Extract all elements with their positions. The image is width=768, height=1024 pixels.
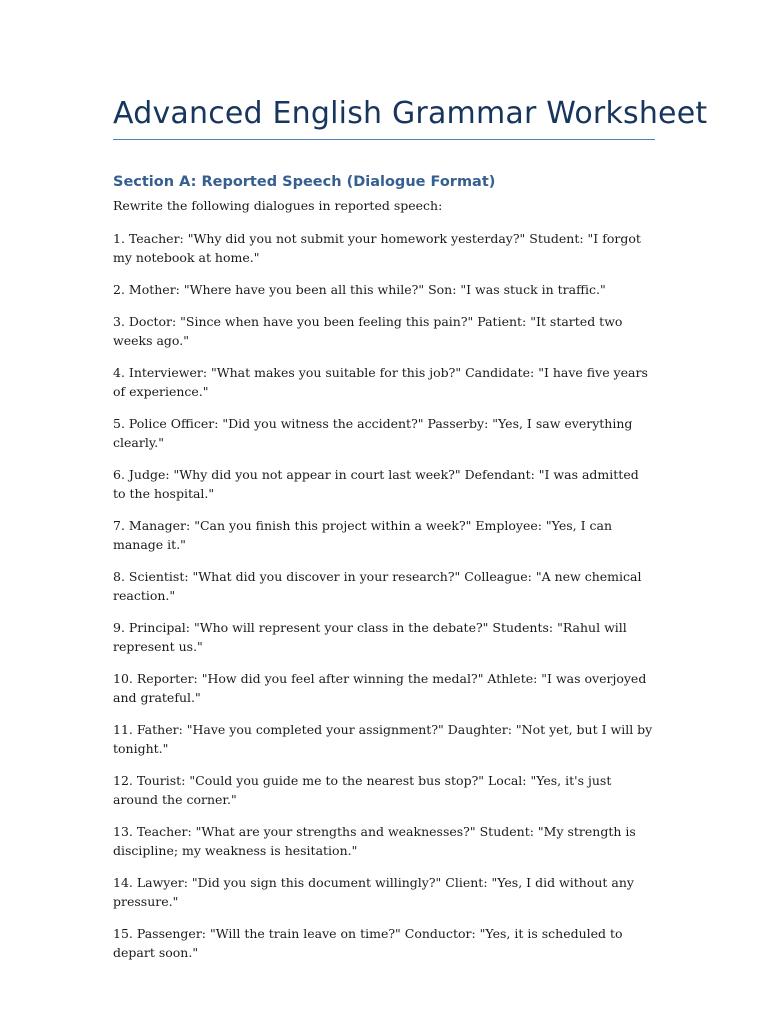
dialogue-item-14: 14. Lawyer: "Did you sign this document willingly?" Client: "Yes, I did without any pressure."	[113, 875, 634, 909]
dialogue-item-7: 7. Manager: "Can you finish this project within a week?" Employee: "Yes, I can manage it."	[113, 518, 613, 552]
dialogue-item-6: 6. Judge: "Why did you not appear in court last week?" Defendant: "I was admitted to the hospital."	[113, 467, 639, 501]
dialogue-item-8: 8. Scientist: "What did you discover in your research?" Colleague: "A new chemical reaction."	[113, 569, 642, 603]
page-title: Advanced English Grammar Worksheet	[113, 96, 708, 131]
dialogue-item-15: 15. Passenger: "Will the train leave on time?" Conductor: "Yes, it is scheduled to depart soon."	[113, 926, 623, 960]
dialogue-item-9: 9. Principal: "Who will represent your class in the debate?" Students: "Rahul will represent us."	[113, 620, 627, 654]
dialogue-item-10: 10. Reporter: "How did you feel after winning the medal?" Athlete: "I was overjoyed and grateful."	[113, 671, 647, 705]
section-a-heading: Section A: Reported Speech (Dialogue Format)	[113, 174, 496, 190]
dialogue-list	[113, 229, 655, 975]
dialogue-item-13: 13. Teacher: "What are your strengths and weaknesses?" Student: "My strength is discipline; my weakness is hesitation."	[113, 824, 636, 858]
dialogue-item-5: 5. Police Officer: "Did you witness the accident?" Passerby: "Yes, I saw everything clearly."	[113, 416, 633, 450]
dialogue-item-2: 2. Mother: "Where have you been all this while?" Son: "I was stuck in traffic."	[113, 282, 606, 297]
dialogue-item-4: 4. Interviewer: "What makes you suitable for this job?" Candidate: "I have five years of experience."	[113, 365, 648, 399]
dialogue-item-3: 3. Doctor: "Since when have you been feeling this pain?" Patient: "It started two weeks ago."	[113, 314, 623, 348]
dialogue-item-12: 12. Tourist: "Could you guide me to the nearest bus stop?" Local: "Yes, it's just around the corner."	[113, 773, 612, 807]
title-divider	[113, 139, 655, 140]
section-a-instructions: Rewrite the following dialogues in reported speech:	[113, 198, 443, 213]
dialogue-item-11: 11. Father: "Have you completed your assignment?" Daughter: "Not yet, but I will by tonight."	[113, 722, 653, 756]
dialogue-item-1: 1. Teacher: "Why did you not submit your homework yesterday?" Student: "I forgot my notebook at home."	[113, 231, 641, 265]
